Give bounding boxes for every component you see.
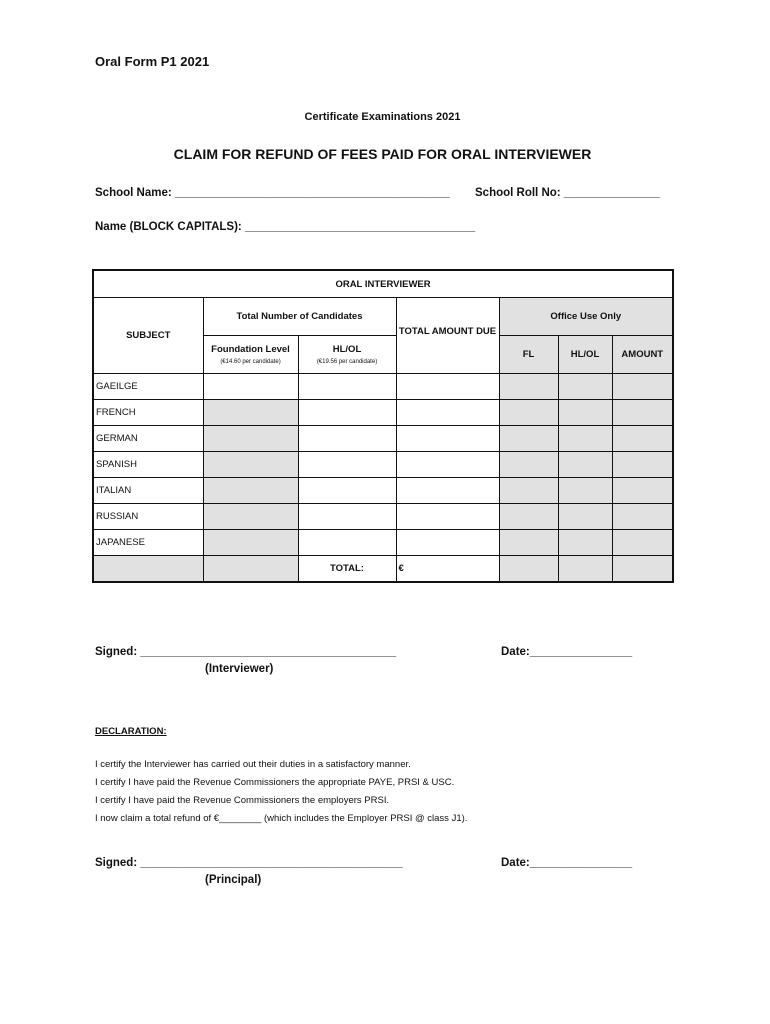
- total-blank-cell: [203, 556, 298, 583]
- amount-due-input[interactable]: [396, 478, 499, 504]
- hlol-input[interactable]: [298, 478, 396, 504]
- euro-sign: €: [398, 563, 404, 574]
- table-row: [93, 374, 673, 400]
- foundation-rate: (€14.60 per candidate): [220, 359, 281, 365]
- office-amount-cell: [612, 374, 673, 400]
- principal-caption: (Principal): [205, 874, 262, 886]
- declaration-title: DECLARATION:: [95, 726, 167, 737]
- interviewer-date-field[interactable]: Date:________________: [501, 646, 633, 658]
- hlol-input[interactable]: [298, 452, 396, 478]
- subject-label: SPANISH: [93, 452, 203, 478]
- office-amount-cell: [612, 426, 673, 452]
- office-fl-cell: [499, 504, 558, 530]
- subject-label: FRENCH: [93, 400, 203, 426]
- office-hlol-cell: [558, 452, 612, 478]
- foundation-cell-disabled: [203, 504, 298, 530]
- office-hlol-cell: [558, 504, 612, 530]
- foundation-cell-disabled: [203, 452, 298, 478]
- total-amount-input[interactable]: [396, 556, 499, 583]
- total-label: TOTAL:: [298, 556, 396, 583]
- hlol-input[interactable]: [298, 400, 396, 426]
- amount-due-input[interactable]: [396, 504, 499, 530]
- school-roll-field[interactable]: School Roll No: _______________: [475, 187, 660, 199]
- foundation-level-label: Foundation Level: [211, 344, 290, 355]
- office-amount-header: AMOUNT: [612, 336, 673, 374]
- office-hlol-header: HL/OL: [558, 336, 612, 374]
- office-fl-cell: [499, 426, 558, 452]
- office-fl-cell: [499, 374, 558, 400]
- office-amount-cell: [612, 504, 673, 530]
- office-fl-cell: [499, 478, 558, 504]
- total-amount-due-header: TOTAL AMOUNT DUE: [396, 298, 499, 374]
- office-fl-cell: [499, 400, 558, 426]
- hlol-input[interactable]: [298, 374, 396, 400]
- subject-label: GAEILGE: [93, 374, 203, 400]
- subject-label: JAPANESE: [93, 530, 203, 556]
- declaration-line: I certify I have paid the Revenue Commissioners the employers PRSI.: [95, 795, 390, 806]
- subject-label: RUSSIAN: [93, 504, 203, 530]
- principal-date-field[interactable]: Date:________________: [501, 857, 633, 869]
- interviewer-caption: (Interviewer): [205, 663, 274, 675]
- table-row: [93, 400, 673, 426]
- foundation-level-header: [203, 336, 298, 374]
- foundation-cell-disabled: [203, 400, 298, 426]
- foundation-cell-disabled: [203, 478, 298, 504]
- hlol-input[interactable]: [298, 426, 396, 452]
- total-candidates-header: Total Number of Candidates: [203, 298, 396, 336]
- foundation-input[interactable]: [203, 374, 298, 400]
- amount-due-input[interactable]: [396, 452, 499, 478]
- table-row: [93, 530, 673, 556]
- foundation-cell-disabled: [203, 426, 298, 452]
- office-fl-cell: [499, 530, 558, 556]
- hlol-header: [298, 336, 396, 374]
- office-hlol-cell: [558, 400, 612, 426]
- school-name-field[interactable]: School Name: ___________________________________________: [95, 187, 450, 199]
- table-row: [93, 504, 673, 530]
- table-row: [93, 478, 673, 504]
- certificate-heading: Certificate Examinations 2021: [304, 111, 461, 123]
- office-amount-cell: [612, 530, 673, 556]
- office-hlol-cell: [558, 426, 612, 452]
- total-blank-cell: [93, 556, 203, 583]
- office-hlol-cell: [558, 530, 612, 556]
- subject-label: ITALIAN: [93, 478, 203, 504]
- office-hlol-cell: [558, 478, 612, 504]
- foundation-cell-disabled: [203, 530, 298, 556]
- table-row: [93, 452, 673, 478]
- hlol-label: HL/OL: [332, 344, 362, 355]
- office-amount-cell: [612, 478, 673, 504]
- office-hlol-cell: [558, 556, 612, 583]
- form-code: Oral Form P1 2021: [95, 54, 210, 69]
- office-amount-cell: [612, 452, 673, 478]
- principal-signature-field[interactable]: Signed: _________________________________________: [95, 857, 403, 869]
- hlol-input[interactable]: [298, 530, 396, 556]
- amount-due-input[interactable]: [396, 426, 499, 452]
- office-fl-cell: [499, 452, 558, 478]
- amount-due-input[interactable]: [396, 374, 499, 400]
- hlol-rate: (€19.56 per candidate): [316, 359, 378, 365]
- declaration-refund-line[interactable]: I now claim a total refund of €________ (which includes the Employer PRSI @ class J1).: [95, 813, 468, 824]
- oral-interviewer-table: [92, 269, 674, 583]
- amount-due-input[interactable]: [396, 530, 499, 556]
- office-hlol-cell: [558, 374, 612, 400]
- office-fl-cell: [499, 556, 558, 583]
- total-row: [93, 556, 673, 583]
- table-title: ORAL INTERVIEWER: [93, 270, 673, 298]
- office-use-header: Office Use Only: [499, 298, 673, 336]
- table-row: [93, 426, 673, 452]
- subject-label: GERMAN: [93, 426, 203, 452]
- name-block-capitals-field[interactable]: Name (BLOCK CAPITALS): ____________________________________: [95, 221, 476, 233]
- declaration-line: I certify I have paid the Revenue Commissioners the appropriate PAYE, PRSI & USC.: [95, 777, 455, 788]
- interviewer-signature-field[interactable]: Signed: ________________________________________: [95, 646, 397, 658]
- declaration-line: I certify the Interviewer has carried out their duties in a satisfactory manner.: [95, 759, 411, 770]
- hlol-input[interactable]: [298, 504, 396, 530]
- office-amount-cell: [612, 400, 673, 426]
- claim-title: CLAIM FOR REFUND OF FEES PAID FOR ORAL INTERVIEWER: [173, 146, 592, 162]
- subject-header: SUBJECT: [93, 298, 203, 374]
- office-fl-header: FL: [499, 336, 558, 374]
- office-amount-cell: [612, 556, 673, 583]
- amount-due-input[interactable]: [396, 400, 499, 426]
